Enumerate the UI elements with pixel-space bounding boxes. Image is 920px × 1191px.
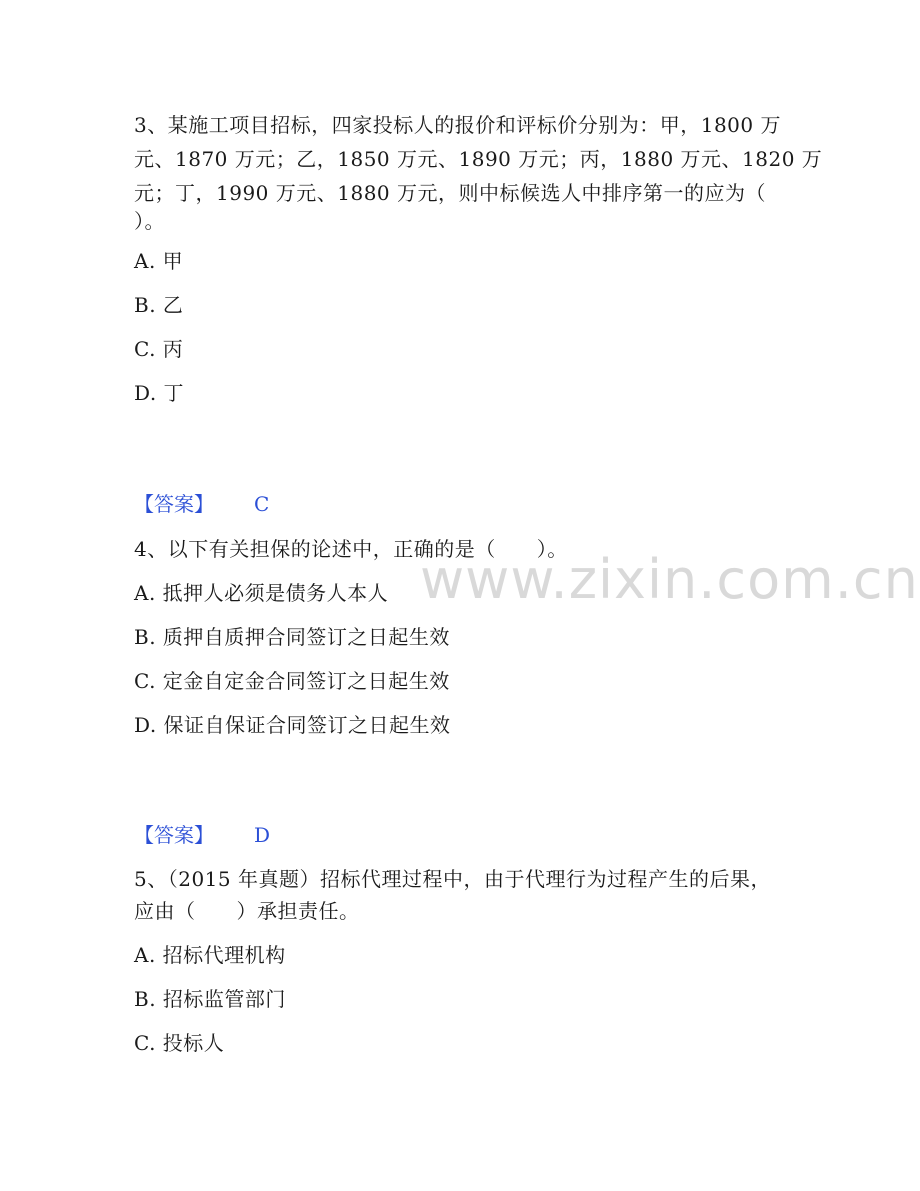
answer-label: 【答案】 [134, 823, 214, 847]
question-5-line-2: 应由（ ）承担责任。 [134, 899, 360, 923]
watermark-text: www.zixin.com.cn [420, 548, 919, 611]
question-3-answer [134, 487, 269, 521]
question-4-option-b: B. 质押自质押合同签订之日起生效 [134, 625, 450, 649]
question-3-option-d: D. 丁 [134, 381, 185, 405]
question-5-option-b: B. 招标监管部门 [134, 987, 286, 1011]
question-4-option-d: D. 保证自保证合同签订之日起生效 [134, 713, 451, 737]
question-3-line-4: ）。 [134, 209, 165, 233]
question-5-line-1: 5、（2015 年真题）招标代理过程中，由于代理行为过程产生的后果， [134, 867, 771, 891]
question-3-option-a: A. 甲 [134, 249, 184, 273]
question-5-option-c: C. 投标人 [134, 1031, 225, 1055]
answer-value: D [254, 823, 271, 847]
question-4-line-1: 4、以下有关担保的论述中，正确的是（ ）。 [134, 537, 568, 561]
answer-value: C [254, 492, 270, 516]
question-4-option-a: A. 抵押人必须是债务人本人 [134, 581, 389, 605]
question-4-option-c: C. 定金自定金合同签订之日起生效 [134, 669, 450, 693]
question-4-answer [134, 818, 270, 852]
question-3-option-b: B. 乙 [134, 293, 184, 317]
question-3-option-c: C. 丙 [134, 337, 184, 361]
question-3-line-2: 元、1870 万元；乙，1850 万元、1890 万元；丙，1880 万元、1820 万 [134, 147, 823, 171]
answer-label: 【答案】 [134, 492, 214, 516]
question-3-line-3: 元；丁，1990 万元、1880 万元，则中标候选人中排序第一的应为（ [134, 181, 767, 205]
question-3-line-1: 3、某施工项目招标，四家投标人的报价和评标价分别为：甲，1800 万 [134, 113, 781, 137]
question-5-option-a: A. 招标代理机构 [134, 943, 286, 967]
